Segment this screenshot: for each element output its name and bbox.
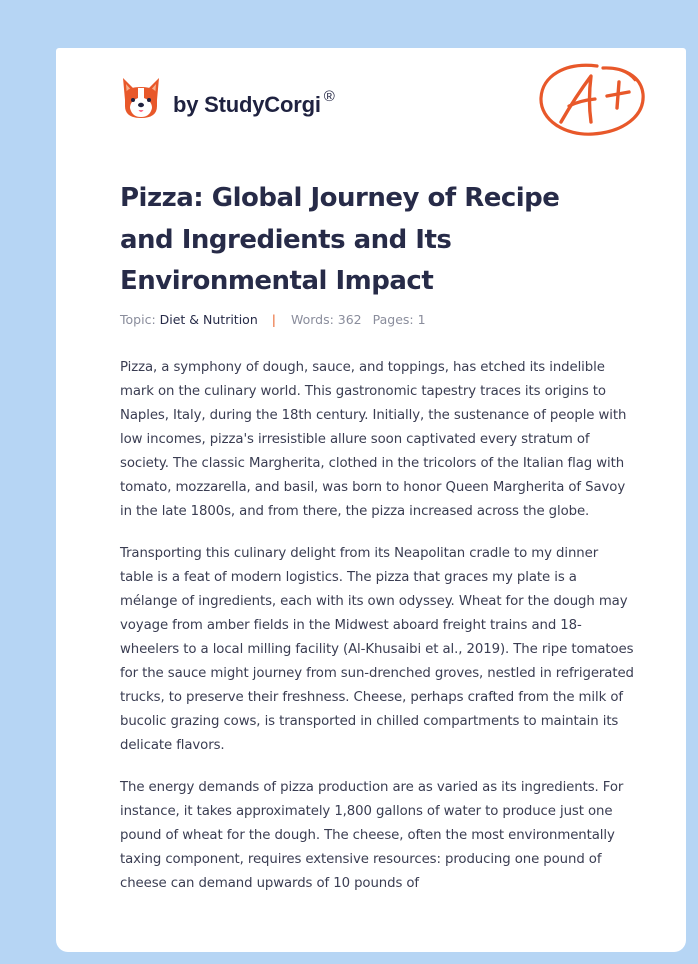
document-meta (120, 312, 426, 327)
topic-label: Topic: (120, 312, 156, 327)
word-count: Words: 362 (290, 312, 362, 327)
paragraph: The energy demands of pizza production are as varied as its ingredients. For instance, it takes approximately 1,800 gallons of water to produce just one pound of wheat for the dough. The cheese, often the most environmentally taxing component, requires extensive resources: producing one pound of cheese can demand upwards of 10 pounds of (120, 780, 624, 891)
brand-name: by StudyCorgi (173, 92, 321, 117)
paragraph: Transporting this culinary delight from its Neapolitan cradle to my dinner table is a feat of modern logistics. The pizza that graces my plate is a mélange of ingredients, each with its own odyssey. Wheat for the dough may voyage from amber fields in the Midwest aboard freight trains and 18-wheelers to a local milling facility (Al-Khusaibi et al., 2019). The ripe tomatoes for the sauce might journey from sun-drenched groves, nestled in refrigerated trucks, to preserve their freshness. Cheese, perhaps crafted from the milk of bucolic grazing cows, is transported in chilled compartments to maintain its delicate flavors. (120, 546, 634, 753)
document-page (56, 48, 686, 952)
paragraph: Pizza, a symphony of dough, sauce, and toppings, has etched its indelible mark on the culinary world. This gastronomic tapestry traces its origins to Naples, Italy, during the 18th century. Initially, the sustenance of people with low incomes, pizza's irresistible allure soon captivated every stratum of society. The classic Margherita, clothed in the tricolors of the Italian flag with tomato, mozzarella, and basil, was born to honor Queen Margherita of Savoy in the late 1800s, and from there, the pizza increased across the globe. (120, 360, 627, 519)
document-title: Pizza: Global Journey of Recipe and Ingredients and Its Environmental Impact (120, 183, 560, 296)
page-count: Pages: 1 (372, 312, 426, 327)
studycorgi-logo[interactable] (120, 74, 335, 124)
topic-link[interactable]: Diet & Nutrition (159, 312, 258, 327)
registered-mark: ® (323, 87, 335, 105)
corgi-head-icon (120, 76, 162, 122)
document-body (120, 356, 634, 914)
a-plus-grade-icon (537, 60, 649, 140)
meta-separator: | (271, 312, 276, 327)
